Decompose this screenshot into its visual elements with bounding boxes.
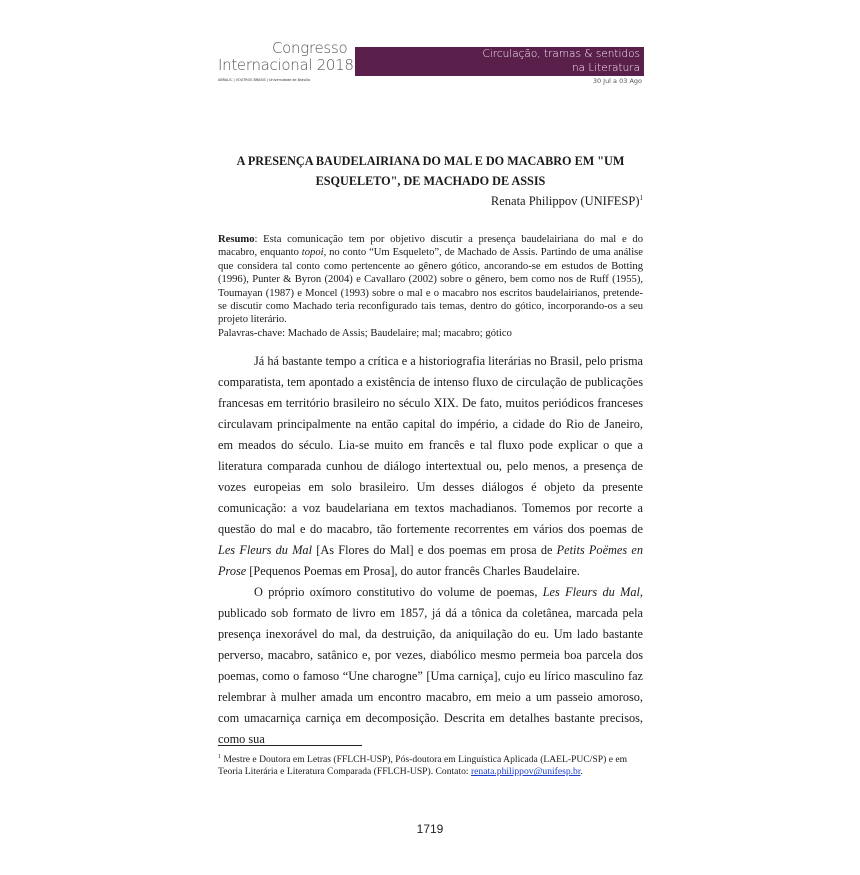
- theme-band: [355, 47, 644, 76]
- body-text-run: , publicado sob formato de livro em 1857, já dá a tônica da coletânea, marcada pela presença inexorável do mal, da destruição, da aniquilação do eu. Um lado bastante perverso, macabro, satânico e, por vezes, diabólico mesmo permeia boa parcela dos poemas, como o famoso “Une charogne” [Uma carniça], cujo eu lírico masculino faz relembrar à mulher amada um encontro macabro, em meio a um passeio amoroso, com umacarniça carniça em decomposição. Descrita em detalhes bastante precisos, como sua: [218, 585, 643, 746]
- congress-subtitle: ABRALIC | VOUTROS BRASIS | Universidade de Brasília: [218, 78, 311, 82]
- body-paragraph-2: [218, 582, 643, 750]
- footnote: [218, 751, 643, 779]
- author-line: [400, 190, 643, 209]
- author-footnote-marker[interactable]: 1: [639, 194, 643, 202]
- congress-title-line1: Congresso: [272, 39, 348, 57]
- body-text-run: Já há bastante tempo a crítica e a historiografia literárias no Brasil, pelo prisma comparatista, tem apontado a existência de intenso fluxo de circulação de publicações francesas em território brasileiro no século XIX. De fato, muitos periódicos franceses circulavam principalmente na então capital do império, a cidade do Rio de Janeiro, em meados do século. Lia-se muito em francês e tal fluxo pode explicar o que a literatura comparada cunhou de diálogo intertextual ou, pelo menos, a presença de vozes europeias em solo brasileiro. Um desses diálogos é objeto da presente comunicação: a voz baudelariana em textos machadianos. Tomemos por recorte a questão do mal e do macabro, tão fortemente recorrentes em vários dos poemas de: [218, 354, 643, 536]
- congress-dates: 30 Jul a 03 Ago: [592, 77, 642, 85]
- book-title: Petits Poëmes en Prose: [218, 543, 643, 578]
- book-title: Les Fleurs du Mal: [542, 585, 640, 599]
- conference-banner: [218, 40, 644, 88]
- abstract: [218, 233, 643, 340]
- author-name: Renata Philippov (UNIFESP): [490, 194, 640, 209]
- abstract-paragraph: [218, 233, 643, 327]
- abstract-label: Resumo: [218, 234, 255, 245]
- paper-title: A PRESENÇA BAUDELAIRIANA DO MAL E DO MACABRO EM "UM ESQUELETO", DE MACHADO DE ASSIS: [236, 154, 625, 188]
- body-text-run: [Pequenos Poemas em Prosa], do autor francês Charles Baudelaire.: [246, 564, 580, 578]
- theme-line2: na Literatura: [571, 62, 640, 74]
- congress-logo: [218, 40, 354, 88]
- footnote-text: Mestre e Doutora em Letras (FFLCH-USP), Pós-doutora em Linguística Aplicada (LAEL-PUC/SP) e em Teoria Literária e Literatura Comparada (FFLCH-USP). Contato:: [218, 754, 628, 778]
- abstract-text: : Esta comunicação tem por objetivo discutir a presença baudelairiana do mal e do macabro, enquanto: [218, 234, 643, 259]
- keywords: Palavras-chave: Machado de Assis; Baudelaire; mal; macabro; gótico: [218, 327, 512, 339]
- body-text-run: O próprio oxímoro constitutivo do volume de poemas,: [254, 585, 543, 599]
- author-email-link[interactable]: renata.philippov@unifesp.br: [470, 766, 581, 778]
- book-title: Les Fleurs du Mal: [218, 543, 312, 557]
- body-paragraph-1: [218, 351, 643, 582]
- congress-title-line2: Internacional 2018: [218, 56, 354, 74]
- body-text-run: [As Flores do Mal] e dos poemas em prosa de: [312, 543, 557, 557]
- footnote-text: .: [580, 766, 583, 778]
- abstract-italic: topoi: [301, 247, 324, 259]
- footnote-marker: 1: [218, 754, 221, 760]
- theme-line1: Circulação, tramas & sentidos: [482, 48, 640, 60]
- body-text: [218, 351, 643, 750]
- page-number: 1719: [416, 822, 444, 836]
- abstract-text: , no conto “Um Esqueleto”, de Machado de Assis. Partindo de uma análise que considera tal conto como pertencente ao gênero gótico, ancorando-se em estudos de Botting (1996), Punter & Byron (2004) e Cavallaro (2002) sobre o gênero, bem como nos de Ruff (1955), Toumayan (1987) e Moncel (1993) sobre o mal e o macabro nos escritos baudelairianos, pretende-se discutir como Machado teria reconfigurado tais temas, dentro do gótico, incorporando-os a seu projeto literário.: [218, 247, 644, 326]
- footnote-divider: [218, 745, 362, 746]
